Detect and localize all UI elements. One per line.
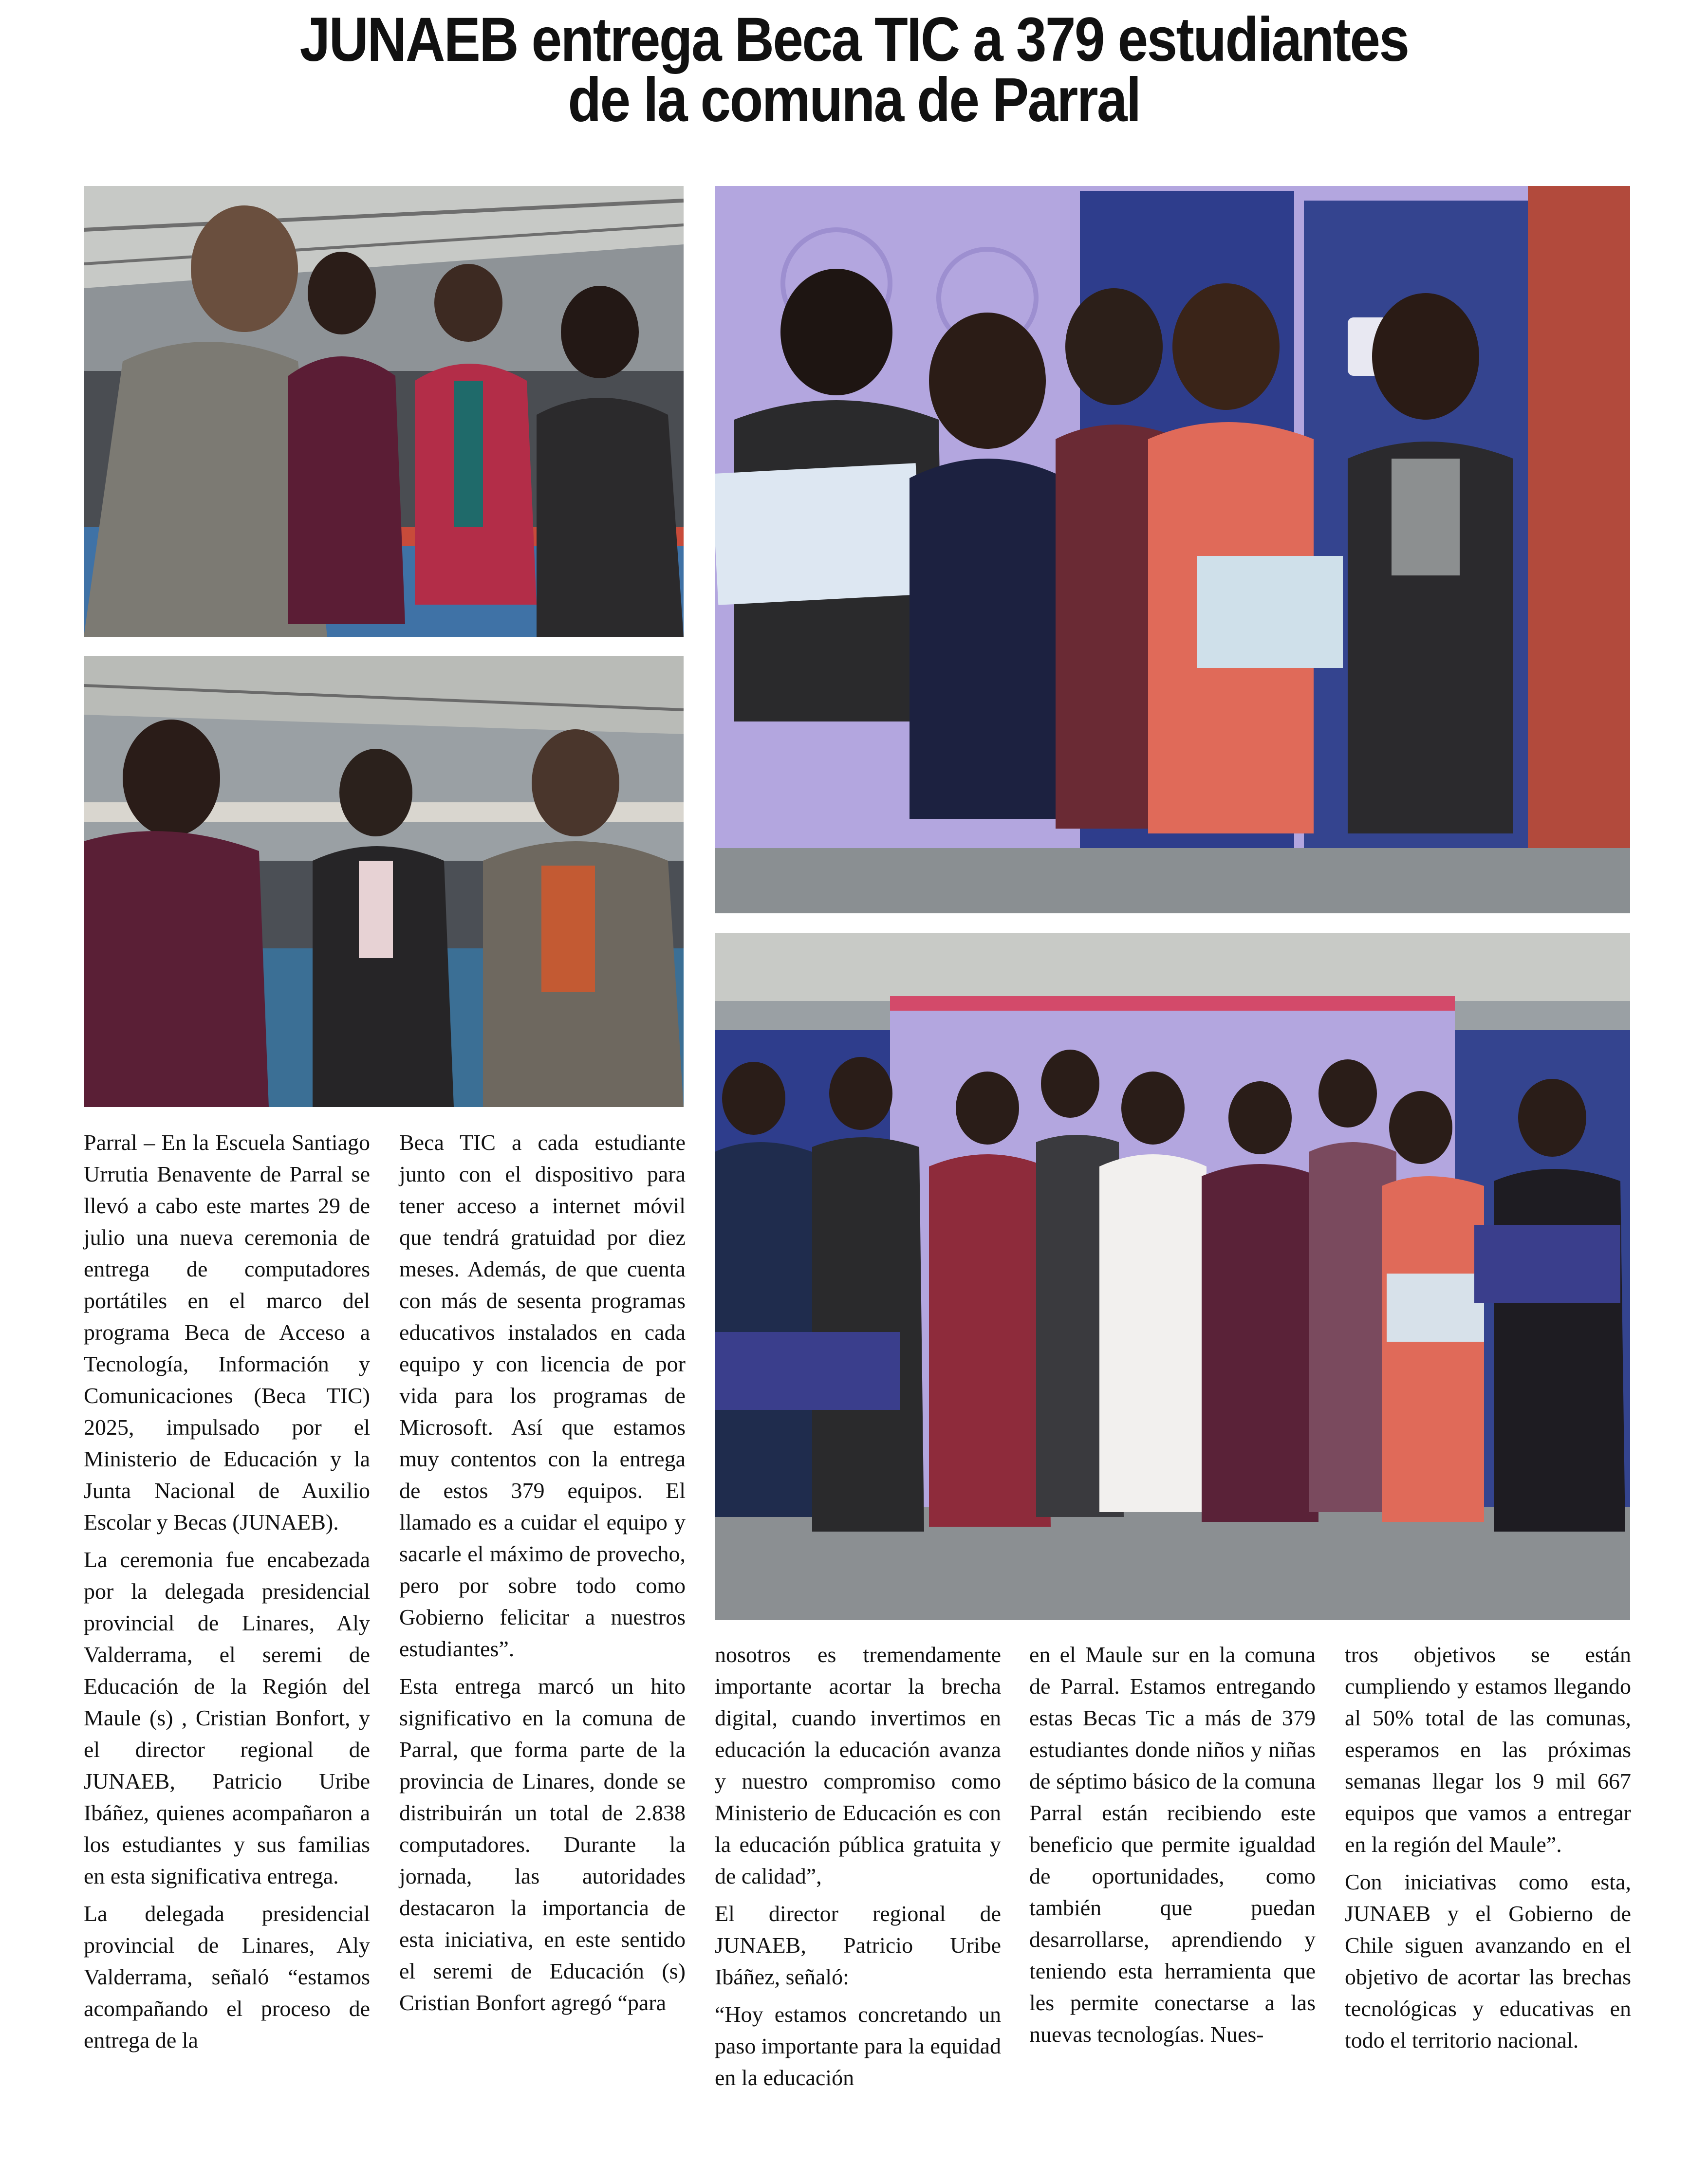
photo-3-image (715, 186, 1630, 913)
column-1-paragraph-1: Parral – En la Escuela Santiago Urrutia Benavente de Parral se llevó a cabo este martes 29 de julio una nueva ceremonia de entrega de computadores portátiles en el marco del programa Beca de Acceso a Tecnología, Información y Comunicaciones (Beca TIC) 2025, impulsado por el Ministerio de Educación y la Junta Nacional de Auxilio Escolar y Becas (JUNAEB). (84, 1130, 370, 1535)
column-2-paragraph-1: Beca TIC a cada estudiante junto con el dispositivo para tener acceso a internet móvil que tendrá gratuidad por diez meses. Además, de que cuenta con más de sesenta programas educativos instalados en cada equipo y con licencia de por vida para los programas de Microsoft. Así que estamos muy contentos con la entrega de estos 379 equipos. El llamado es a cuidar el equipo y sacarle el máximo de provecho, pero por sobre todo como Gobierno felicitar a nuestros estudiantes”. (399, 1130, 686, 1661)
photo-2-image (84, 656, 684, 1107)
photo-large-group (715, 933, 1630, 1620)
article-column-3 (715, 1639, 1001, 2099)
photo-ceremony-conversation-1 (84, 186, 684, 637)
article-column-1 (84, 1127, 370, 2062)
article-column-2 (399, 1127, 686, 2024)
photo-4-image (715, 933, 1630, 1620)
column-4-paragraph-1: en el Maule sur en la comuna de Parral. Estamos entregando estas Becas Tic a más de 379 estudiantes donde niños y niñas de séptimo básico de la comuna Parral están recibiendo este beneficio que permite igualdad de oportunidades, como también que puedan desarrollarse, aprendiendo y teniendo esta herramienta que les permite conectarse a las nuevas tecnologías. Nues- (1029, 1642, 1316, 2047)
article-column-5 (1345, 1639, 1631, 2062)
photo-ceremony-conversation-2 (84, 656, 684, 1107)
column-2-paragraph-2: Esta entrega marcó un hito significativo en la comuna de Parral, que forma parte de la provincia de Linares, donde se distribuirán un total de 2.838 computadores. Durante la jornada, las autoridades destacaron la importancia de esta iniciativa, en este sentido el seremi de Educación (s) Cristian Bonfort agregó “para (399, 1674, 686, 2015)
column-3-paragraph-3: “Hoy estamos concretando un paso importante para la equidad en la educación (715, 2002, 1001, 2090)
column-1-paragraph-2: La ceremonia fue encabezada por la delegada presidencial provincial de Linares, Aly Valderrama, el seremi de Educación de la Región del Maule (s) , Cristian Bonfort, y el director regional de JUNAEB, Patricio Uribe Ibáñez, quienes acompañaron a los estudiantes y sus familias en esta significativa entrega. (84, 1547, 370, 1888)
photo-group-with-laptops (715, 186, 1630, 913)
column-3-paragraph-2: El director regional de JUNAEB, Patricio Uribe Ibáñez, señaló: (715, 1901, 1001, 1989)
column-1-paragraph-3: La delegada presidencial provincial de Linares, Aly Valderrama, señaló “estamos acompañando el proceso de entrega de la (84, 1901, 370, 2053)
column-3-paragraph-1: nosotros es tremendamente importante acortar la brecha digital, cuando invertimos en educación la educación avanza y nuestro compromiso como Ministerio de Educación es con la educación pública gratuita y de calidad”, (715, 1642, 1001, 1888)
article-headline (102, 5, 1605, 135)
column-5-paragraph-2: Con iniciativas como esta, JUNAEB y el Gobierno de Chile siguen avanzando en el objetivo de acortar las brechas tecnológicas y educativas en todo el territorio nacional. (1345, 1869, 1631, 2053)
headline-line-2: de la comuna de Parral (568, 65, 1140, 135)
photo-1-image (84, 186, 684, 637)
headline-line-1: JUNAEB entrega Beca TIC a 379 estudiantes (299, 5, 1409, 74)
column-5-paragraph-1: tros objetivos se están cumpliendo y estamos llegando al 50% total de las comunas, esperamos en las próximas semanas llegar los 9 mil 667 equipos que vamos a entregar en la región del Maule”. (1345, 1642, 1631, 1857)
article-column-4 (1029, 1639, 1316, 2056)
